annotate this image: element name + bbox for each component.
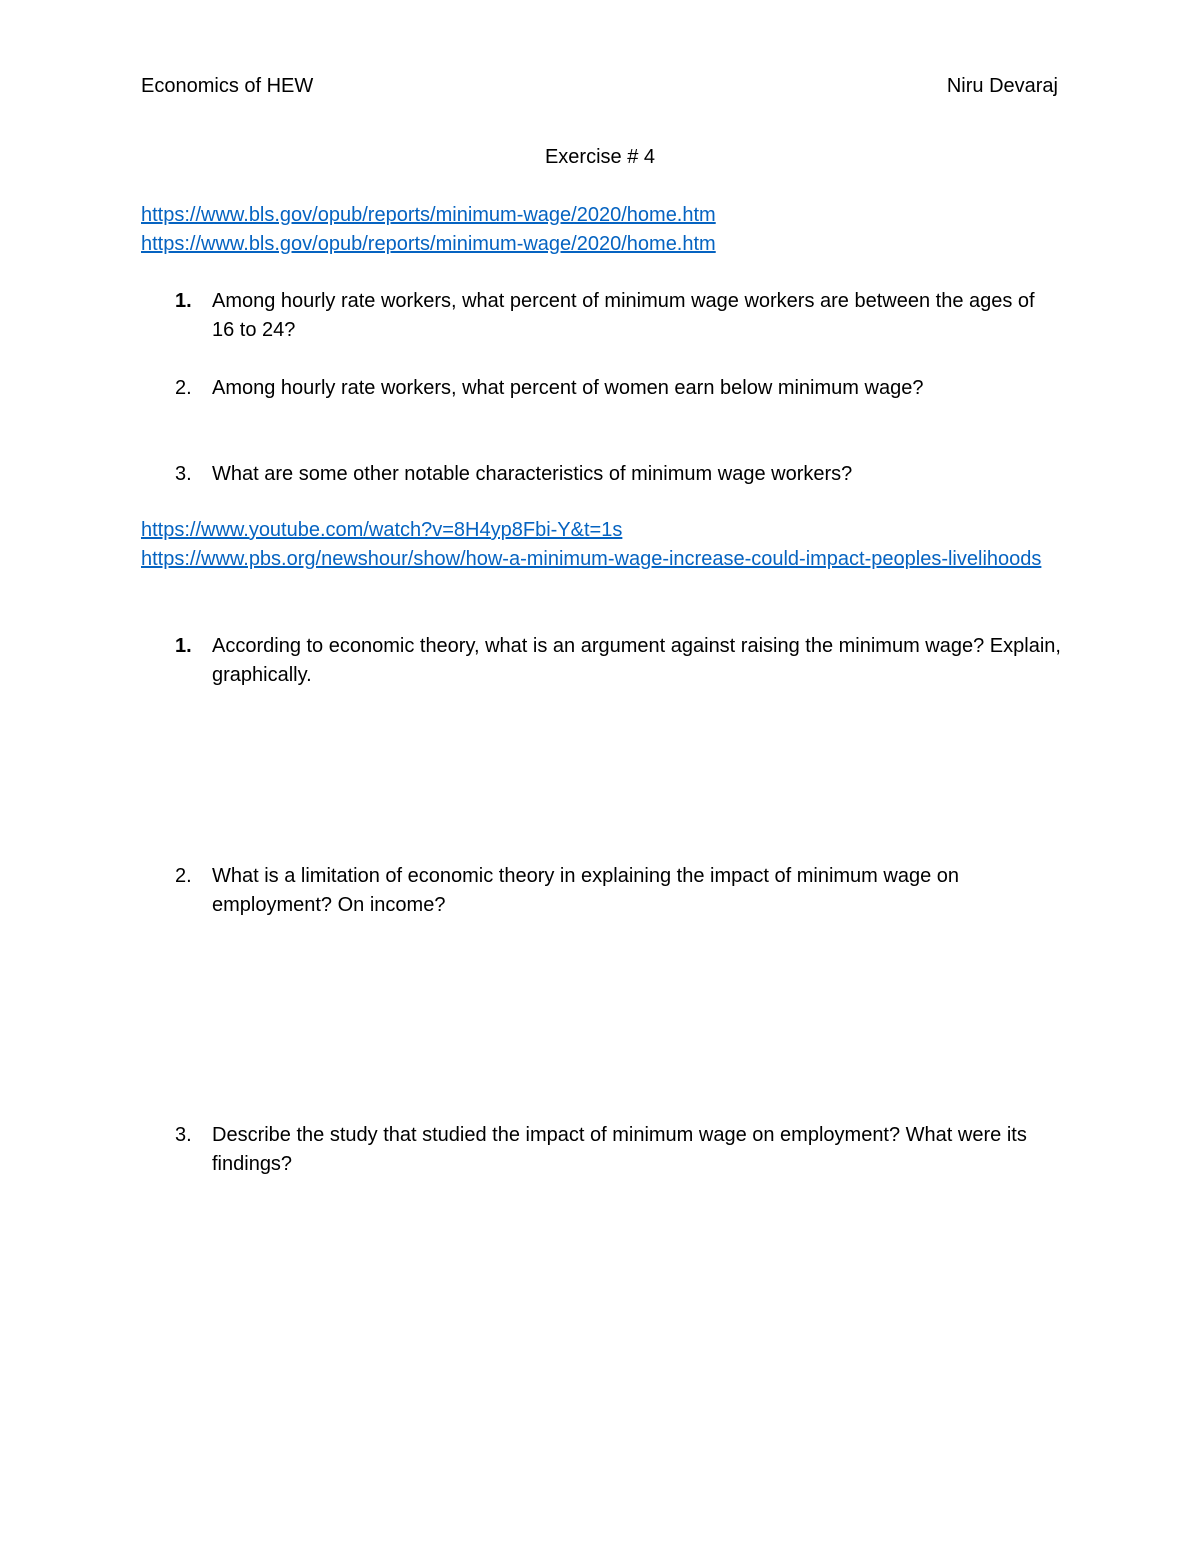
pbs-link[interactable]: https://www.pbs.org/newshour/show/how-a-minimum-wage-increase-could-impact-peoples-livelihoods [141, 548, 1042, 570]
question-number: 3. [175, 1124, 192, 1146]
section1-links [141, 201, 1061, 259]
question-number: 1. [175, 290, 192, 312]
bls-link-2[interactable]: https://www.bls.gov/opub/reports/minimum-wage/2020/home.htm [141, 233, 716, 255]
header-author: Niru Devaraj [946, 75, 1058, 97]
question-number: 3. [175, 463, 192, 485]
page-title: Exercise # 4 [544, 146, 656, 168]
section1-question-2 [141, 374, 1061, 403]
question-number: 2. [175, 865, 192, 887]
question-text: Among hourly rate workers, what percent of women earn below minimum wage? [212, 377, 924, 399]
section1-question-3 [141, 460, 1061, 489]
question-text: Describe the study that studied the impact of minimum wage on employment? What were its findings? [212, 1124, 1027, 1175]
section2-question-3 [141, 1121, 1061, 1179]
section2-links [141, 516, 1061, 574]
youtube-link[interactable]: https://www.youtube.com/watch?v=8H4yp8Fbi-Y&t=1s [141, 519, 623, 541]
question-text: What are some other notable characteristics of minimum wage workers? [212, 463, 853, 485]
header-course: Economics of HEW [141, 75, 314, 97]
section2-question-2 [141, 862, 1061, 920]
question-text: What is a limitation of economic theory in explaining the impact of minimum wage on employment? On income? [212, 865, 960, 916]
question-number: 1. [175, 635, 192, 657]
bls-link-1[interactable]: https://www.bls.gov/opub/reports/minimum-wage/2020/home.htm [141, 204, 716, 226]
question-text: According to economic theory, what is an argument against raising the minimum wage? Explain, graphically. [212, 635, 1061, 686]
question-number: 2. [175, 377, 192, 399]
section2-question-1 [141, 632, 1061, 690]
question-text: Among hourly rate workers, what percent of minimum wage workers are between the ages of 16 to 24? [212, 290, 1035, 341]
section1-question-1 [141, 287, 1061, 345]
